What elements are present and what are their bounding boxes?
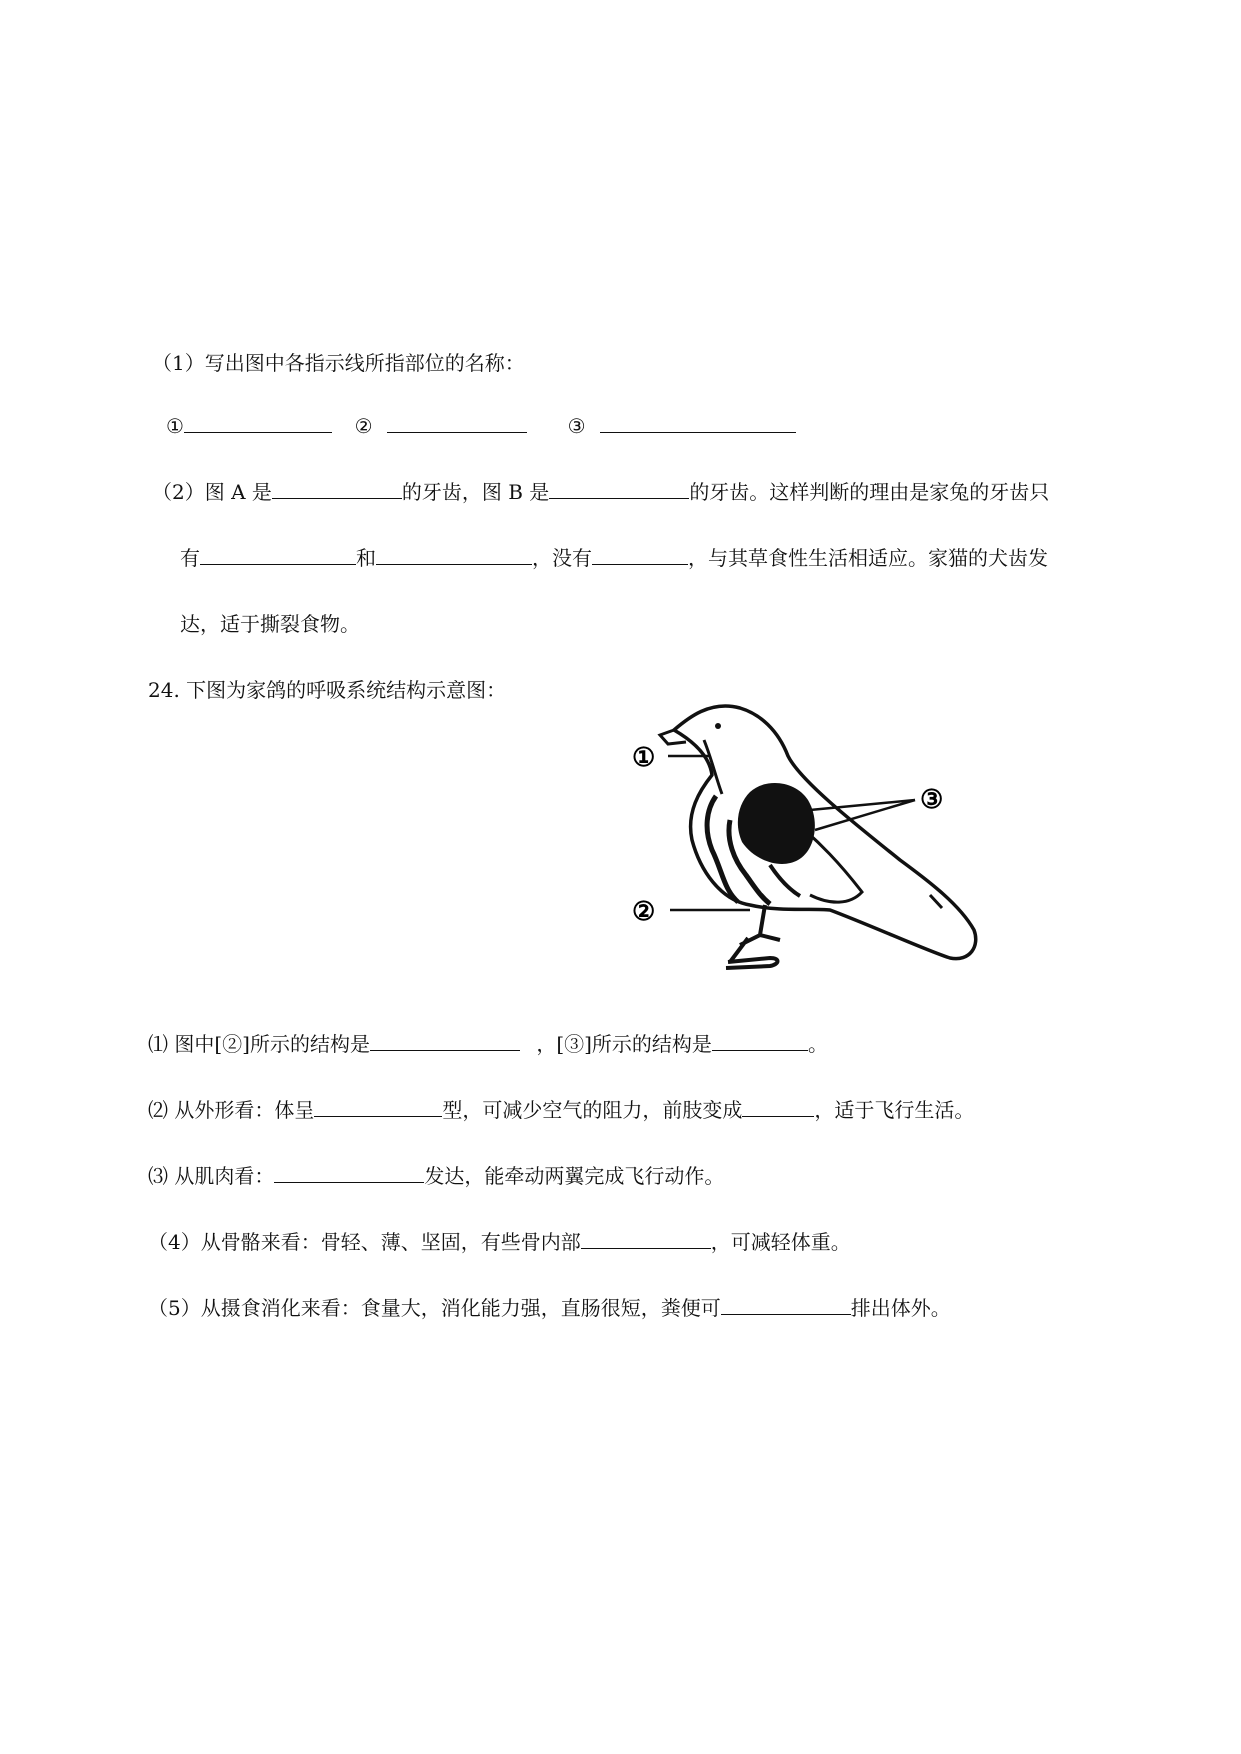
figure-label-2: ② bbox=[632, 897, 656, 927]
marker-1: ① bbox=[166, 414, 184, 438]
blank-bone[interactable] bbox=[581, 1230, 711, 1249]
figure-label-1: ① bbox=[632, 743, 656, 773]
marker-3: ③ bbox=[567, 414, 586, 438]
q2-line-3: 达，适于撕裂食物。 bbox=[180, 612, 360, 636]
q2-line-2: 有 和 ，没有 ，与其草食性生活相适应。家猫的犬齿发 bbox=[180, 546, 1048, 570]
q24-sub1: ⑴ 图中[②]所示的结构是 ，[③]所示的结构是 。 bbox=[148, 1032, 828, 1056]
blank-muscle[interactable] bbox=[274, 1164, 424, 1183]
q24-sub2: ⑵ 从外形看：体呈 型，可减少空气的阻力，前肢变成 ，适于飞行生活。 bbox=[148, 1098, 975, 1122]
marker-2: ② bbox=[354, 414, 373, 438]
q24-title: 24. 下图为家鸽的呼吸系统结构示意图： bbox=[148, 678, 507, 702]
blank-tooth-3[interactable] bbox=[592, 546, 688, 565]
blank-2[interactable] bbox=[387, 414, 527, 433]
q1-instruction: （1）写出图中各指示线所指部位的名称： bbox=[152, 351, 525, 375]
blank-structure-2[interactable] bbox=[370, 1032, 520, 1051]
blank-3[interactable] bbox=[600, 414, 796, 433]
blank-animal-b[interactable] bbox=[549, 480, 689, 499]
q24-sub4: （4）从骨骼来看：骨轻、薄、坚固，有些骨内部 ，可减轻体重。 bbox=[148, 1230, 851, 1254]
figure-label-3: ③ bbox=[920, 785, 944, 815]
blank-structure-3[interactable] bbox=[712, 1032, 808, 1051]
q24-sub3: ⑶ 从肌肉看： 发达，能牵动两翼完成飞行动作。 bbox=[148, 1164, 725, 1188]
blank-tooth-1[interactable] bbox=[200, 546, 356, 565]
blank-1[interactable] bbox=[184, 414, 332, 433]
q1-answer-row bbox=[166, 414, 796, 438]
q2-line-1: （2）图 A 是 的牙齿，图 B 是 的牙齿。这样判断的理由是家兔的牙齿只 bbox=[152, 480, 1050, 504]
blank-digestion[interactable] bbox=[721, 1296, 851, 1315]
blank-animal-a[interactable] bbox=[272, 480, 402, 499]
blank-tooth-2[interactable] bbox=[376, 546, 532, 565]
blank-body-shape[interactable] bbox=[314, 1098, 442, 1117]
blank-forelimb[interactable] bbox=[742, 1098, 814, 1117]
pigeon-respiratory-figure bbox=[630, 700, 1010, 1000]
q24-sub5: （5）从摄食消化来看：食量大，消化能力强，直肠很短，粪便可 排出体外。 bbox=[148, 1296, 951, 1320]
